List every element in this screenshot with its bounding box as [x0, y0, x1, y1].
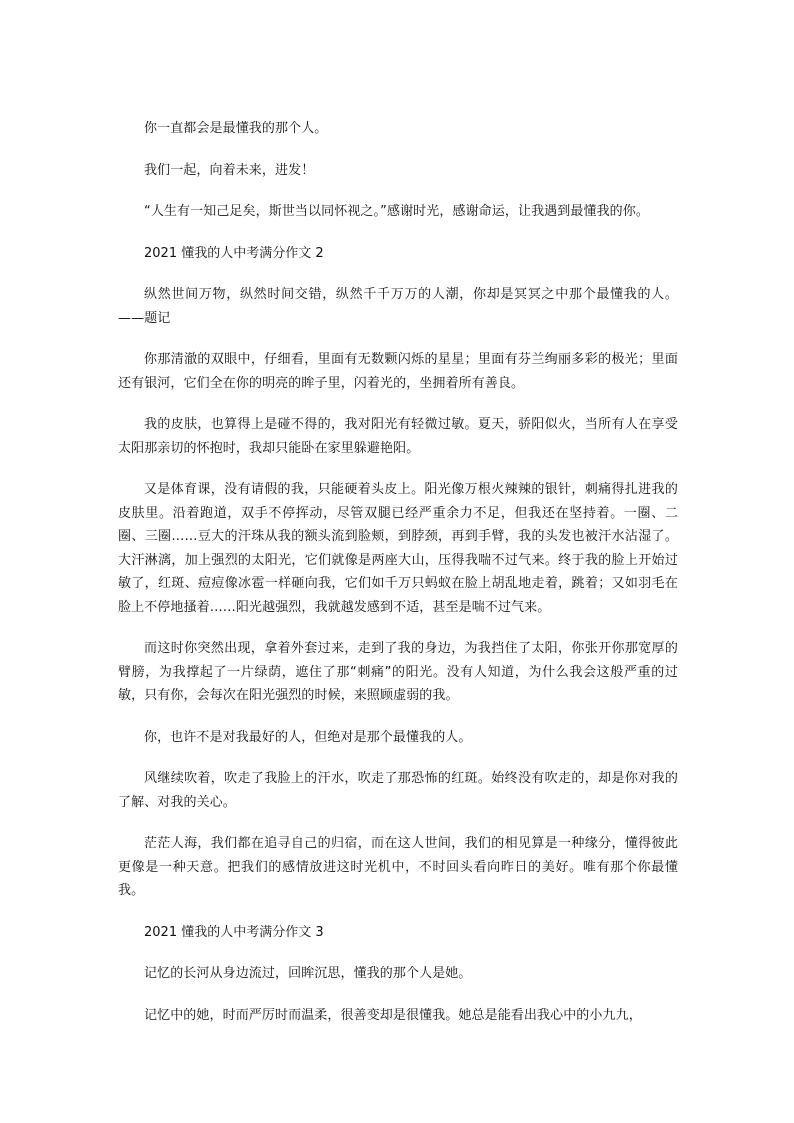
paragraph: 记忆的长河从身边流过，回眸沉思，懂我的那个人是她。	[144, 966, 472, 981]
paragraph: 我的皮肤，也算得上是碰不得的，我对阳光有轻微过敏。夏天，骄阳似火，当所有人在享受太阳那亲切的怀抱时，我却只能卧在家里躲避艳阳。	[118, 417, 678, 456]
paragraph: 风继续吹着，吹走了我脸上的汗水，吹走了那恐怖的红斑。始终没有吹走的，却是你对我的了解、对我的关心。	[118, 771, 678, 810]
paragraph: 记忆中的她，时而严厉时而温柔，很善变却是很懂我。她总是能看出我心中的小九九，	[144, 1007, 642, 1023]
paragraph: 你那清澈的双眼中，仔细看，里面有无数颗闪烁的星星；里面有芬兰绚丽多彩的极光；里面还有银河，它们全在你的明亮的眸子里，闪着光的，坐拥着所有善良。	[118, 352, 678, 391]
paragraph: 而这时你突然出现，拿着外套过来，走到了我的身边，为我挡住了太阳，你张开你那宽厚的臂膀，为我撑起了一片绿荫，遮住了那“刺痛”的阳光。没有人知道，为什么我会这般严重的过敏，只有你，会每次在阳光强烈的时候，来照顾虚弱的我。	[118, 641, 678, 703]
section-heading: 2021 懂我的人中考满分作文 2	[144, 245, 324, 261]
paragraph: “人生有一知己足矣，斯世当以同怀视之。”感谢时光，感谢命运，让我遇到最懂我的你。	[144, 204, 649, 219]
paragraph: 你，也许不是对我最好的人，但绝对是那个最懂我的人。	[144, 729, 472, 745]
document-page	[118, 117, 678, 1045]
paragraph: 我们一起，向着未来，进发！	[144, 162, 315, 178]
paragraph: 又是体育课，没有请假的我，只能硬着头皮上。阳光像万根火辣辣的银针，刺痛得扎进我的皮肤里。沿着跑道，双手不停挥动，尽管双腿已经严重余力不足，但我还在坚持着。一圈、二圈、三圈……豆大的汗珠从我的额头流到脸颊，到脖颈，再到手臂，我的头发也被汗水沾湿了。大汗淋漓，加上强烈的太阳光，它们就像是两座大山，压得我喘不过气来。终于我的脸上开始过敏了，红斑、痘痘像冰雹一样砸向我，它们如千万只蚂蚁在脸上胡乱地走着，跳着；又如羽毛在脸上不停地搔着……阳光越强烈，我就越发感到不适，甚至是喘不过气来。	[118, 482, 678, 615]
paragraph: 你一直都会是最懂我的那个人。	[144, 121, 328, 136]
paragraph: 茫茫人海，我们都在追寻自己的归宿，而在这人世间，我们的相见算是一种缘分，懂得彼此更像是一种天意。把我们的感情放进这时光机中，不时回头看向昨日的美好。唯有那个你最懂我。	[118, 836, 678, 898]
section-heading: 2021 懂我的人中考满分作文 3	[144, 924, 324, 940]
paragraph: 纵然世间万物，纵然时间交错，纵然千千万万的人潮，你却是冥冥之中那个最懂我的人。——题记	[118, 287, 678, 326]
